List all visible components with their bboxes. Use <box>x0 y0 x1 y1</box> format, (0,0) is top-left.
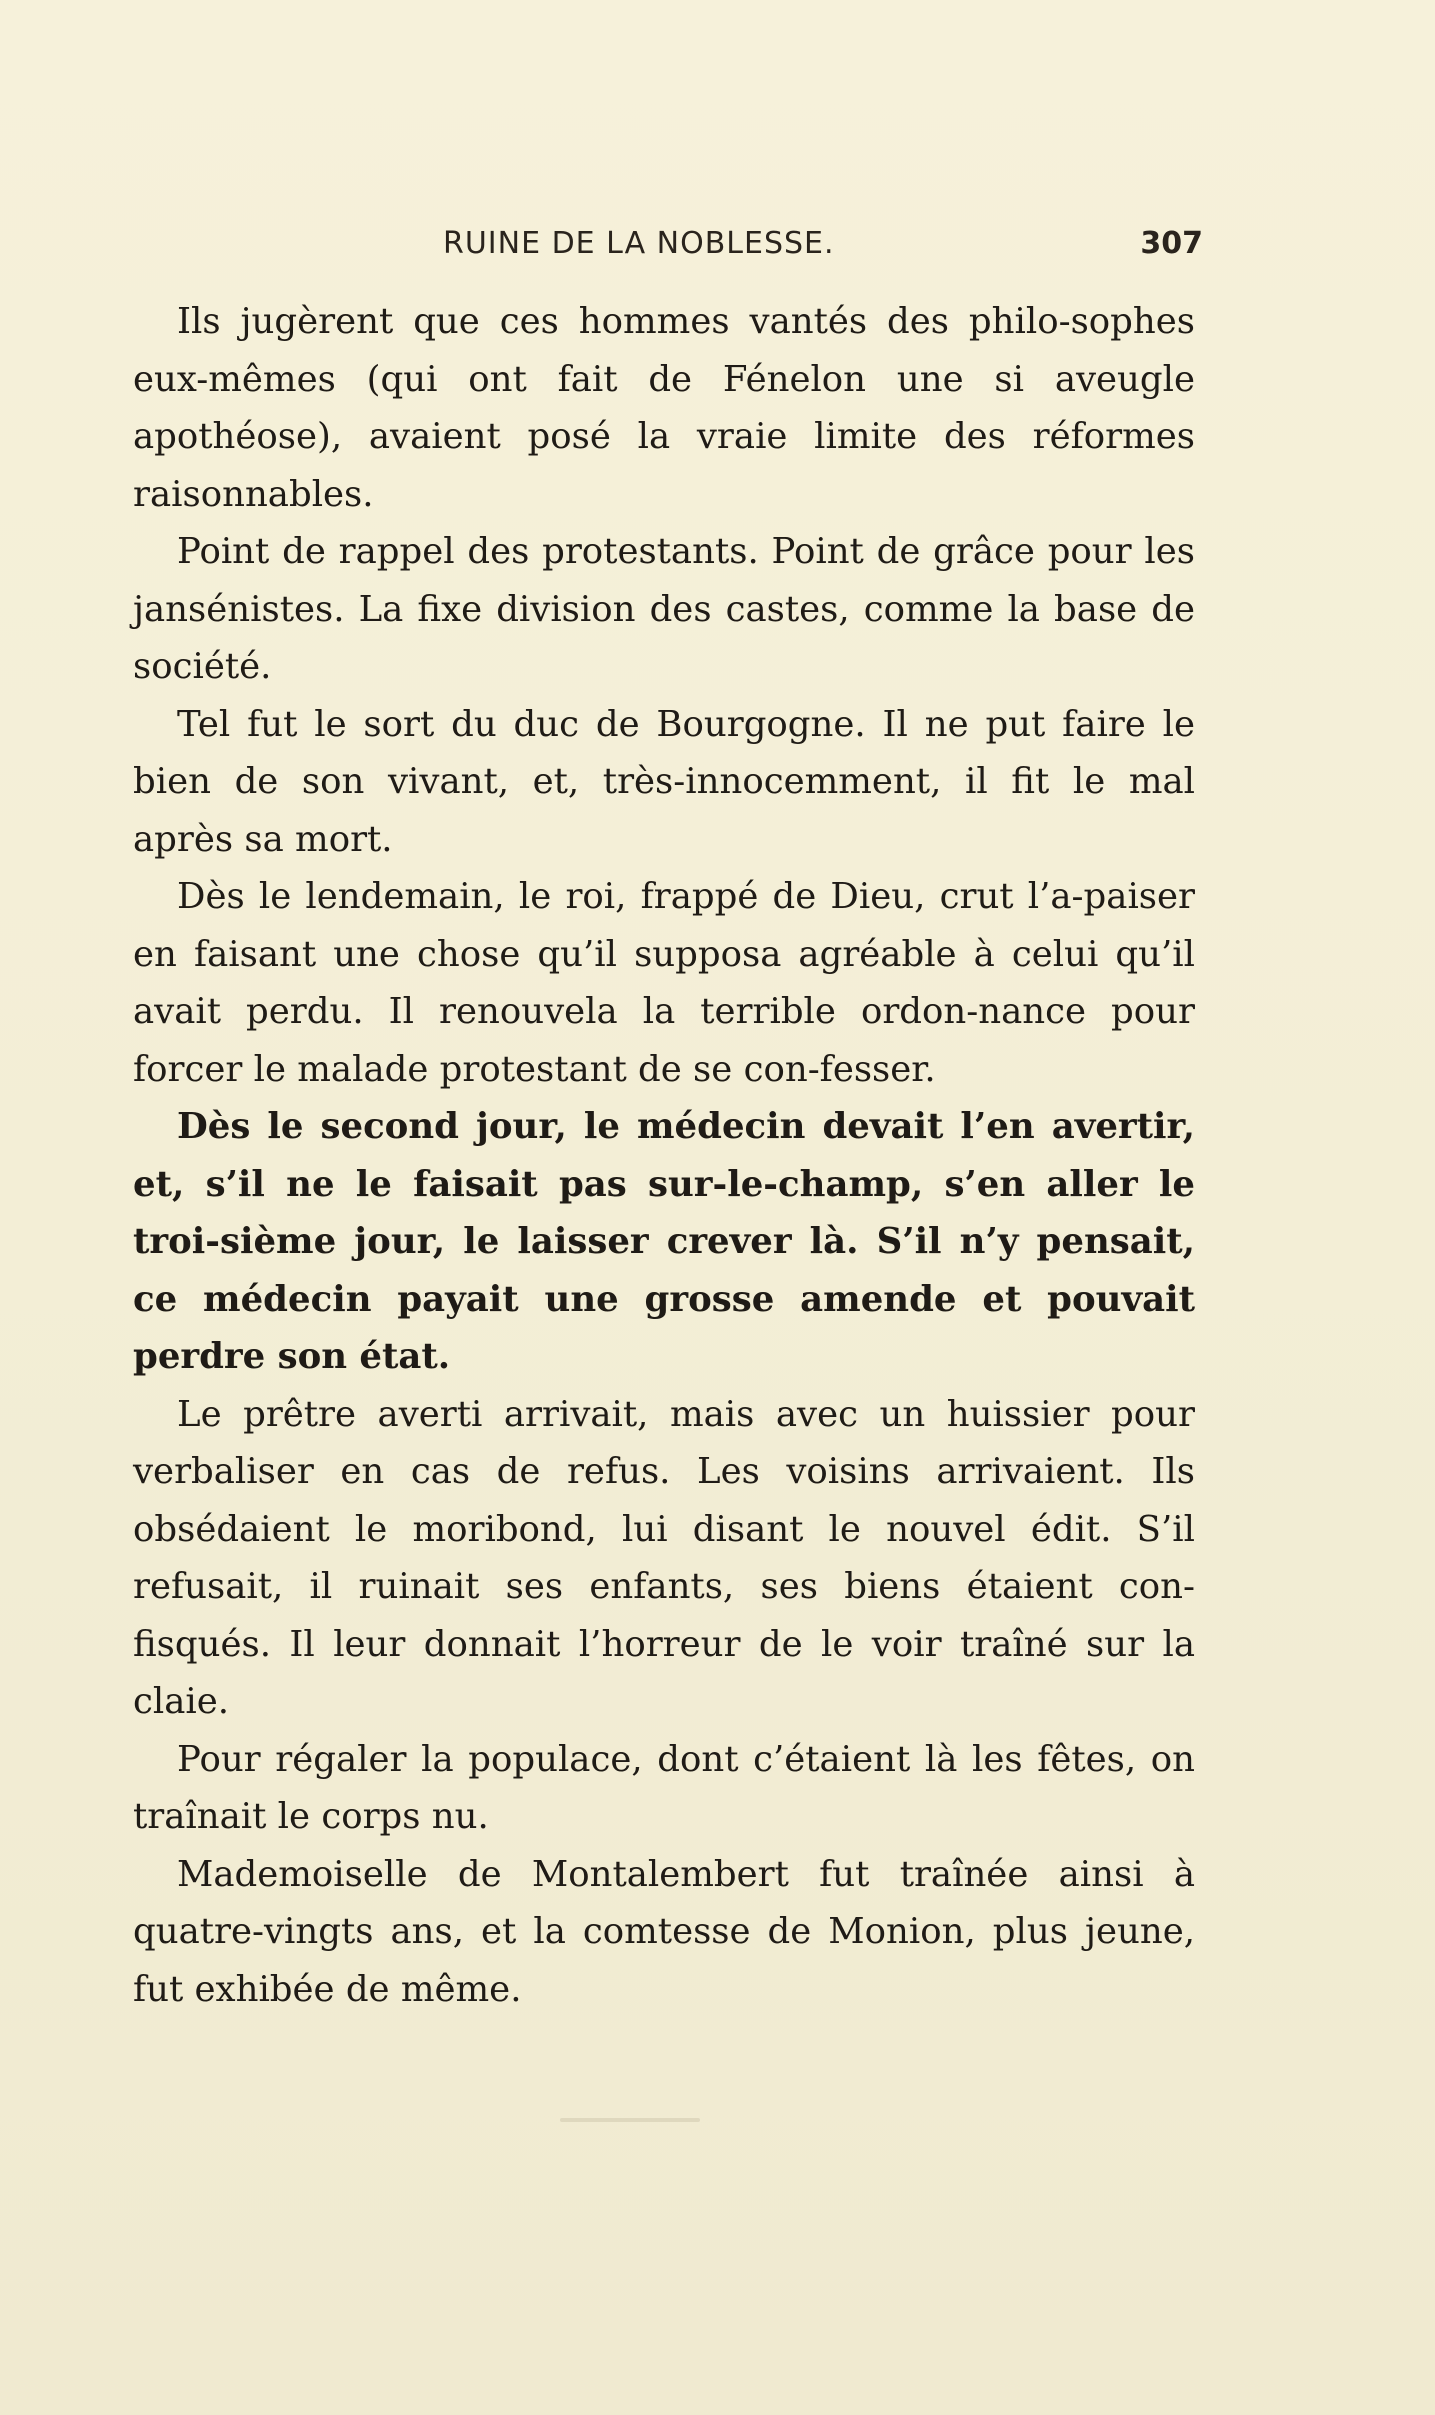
body-text <box>133 293 1195 2018</box>
paragraph-3: Tel fut le sort du duc de Bourgogne. Il ne put faire le bien de son vivant, et, très-innocemment, il fit le mal après sa mort. <box>133 703 1195 860</box>
paragraph-7: Pour régaler la populace, dont c’étaient là les fêtes, on traînait le corps nu. <box>133 1738 1195 1837</box>
paragraph-5: Dès le second jour, le médecin devait l’en avertir, et, s’il ne le faisait pas sur-le-champ, s’en aller le troi-sième jour, le laisser crever là. S’il n’y pensait, ce médecin payait une grosse amende et pouvait perdre son état. <box>133 1106 1195 1377</box>
paragraph-1: Ils jugèrent que ces hommes vantés des philo-sophes eux-mêmes (qui ont fait de Fénelon une si aveugle apothéose), avaient posé la vraie limite des réformes raisonnables. <box>133 301 1195 515</box>
paragraph-4: Dès le lendemain, le roi, frappé de Dieu, crut l’a-paiser en faisant une chose qu’il supposa agréable à celui qu’il avait perdu. Il renouvela la terrible ordon-nance pour forcer le malade protestant de se con-fesser. <box>133 876 1195 1090</box>
page-number: 307 <box>1140 226 1203 261</box>
running-head <box>133 226 1203 276</box>
running-title: RUINE DE LA NOBLESSE. <box>443 226 835 261</box>
ink-smudge <box>560 2118 700 2122</box>
paragraph-2: Point de rappel des protestants. Point de grâce pour les jansénistes. La fixe division des castes, comme la base de société. <box>133 531 1195 687</box>
paragraph-6: Le prêtre averti arrivait, mais avec un huissier pour verbaliser en cas de refus. Les voisins arrivaient. Ils obsédaient le moribond, lui disant le nouvel édit. S’il refusait, il ruinait ses enfants, ses biens étaient con-fisqués. Il leur donnait l’horreur de le voir traîné sur la claie. <box>133 1393 1195 1722</box>
paragraph-8: Mademoiselle de Montalembert fut traînée ainsi à quatre-vingts ans, et la comtesse de Monion, plus jeune, fut exhibée de même. <box>133 1853 1195 2010</box>
